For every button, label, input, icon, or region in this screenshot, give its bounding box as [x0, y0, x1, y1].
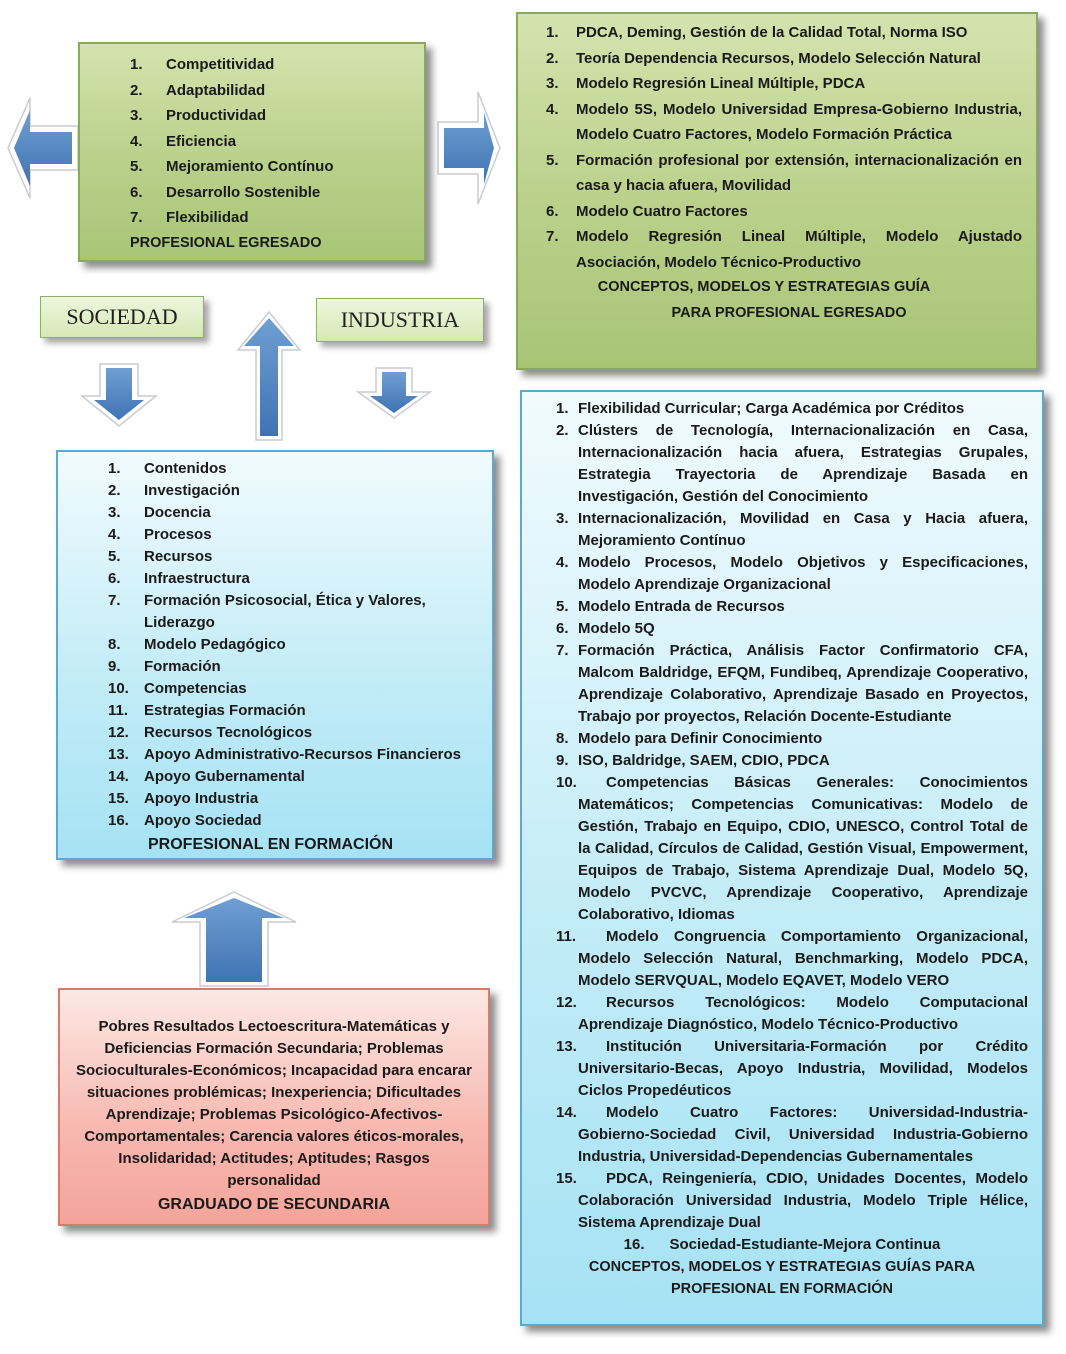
list-item-text: Formación Práctica, Análisis Factor Confirmatorio CFA, Malcom Baldridge, EFQM, Fundibeq, Aprendizaje Cooperativo, Aprendizaje Colaborativo, Aprendizaje Basado en Proyectos, Trabajo por proyectos, Relación Docente-Estudiante — [578, 642, 1028, 725]
list-item-text-first-line: Institución Universitaria-Formación por Crédito — [606, 1038, 1028, 1055]
list-item — [556, 640, 1028, 728]
list-item-number: 2. — [556, 422, 569, 439]
list-item — [108, 568, 478, 590]
list-item — [108, 744, 478, 766]
down-arrow-sociedad-icon — [82, 364, 156, 426]
list-item — [556, 992, 1028, 1036]
list-item-number: 10. — [556, 774, 577, 791]
list-item-number: 1. — [556, 400, 569, 417]
list-item-text: Infraestructura — [144, 570, 250, 587]
list-item — [130, 129, 414, 155]
list-item-text: Competitividad — [166, 56, 275, 73]
guia-formacion-item16: 16. Sociedad-Estudiante-Mejora Continua — [623, 1236, 941, 1253]
list-item-number: 5. — [556, 598, 569, 615]
graduado-secundaria-text: Pobres Resultados Lectoescritura-Matemáticas y Deficiencias Formación Secundaria; Problemas Socioculturales-Económicos; Incapacidad para encarar situaciones problémicas; Inexperiencia; Dificultades Aprendizaje; Problemas Psicológico-Afectivos-Comportamentales; Carencia valores éticos-morales, Insolidaridad; Actitudes; Aptitudes; Rasgos personalidad — [76, 1018, 472, 1189]
list-item-number: 2. — [546, 49, 559, 67]
list-item — [556, 1102, 1028, 1168]
profesional-egresado-list — [130, 52, 414, 231]
list-item — [130, 52, 414, 78]
list-item-number: 8. — [108, 636, 121, 653]
list-item-number: 8. — [556, 730, 569, 747]
list-item-number: 5. — [546, 151, 559, 169]
list-item-text: Modelo Regresión Lineal Múltiple, PDCA — [576, 75, 866, 92]
list-item — [546, 224, 1022, 275]
guia-egresado-list — [546, 20, 1022, 275]
guia-formacion-caption-line2: PROFESIONAL EN FORMACIÓN — [670, 1281, 894, 1297]
list-item-text: Modelo Cuatro Factores — [576, 202, 748, 220]
list-item-text: Modelo 5Q — [578, 620, 655, 637]
list-item-text: Flexibilidad Curricular; Carga Académica por Créditos — [578, 400, 965, 417]
list-item-text-first-line: PDCA, Reingeniería, CDIO, Unidades Docentes, Modelo — [606, 1170, 1028, 1187]
graduado-secundaria-caption: GRADUADO DE SECUNDARIA — [157, 1196, 390, 1213]
profesional-formacion-list — [108, 458, 478, 832]
list-item — [130, 78, 414, 104]
list-item-text: Contenidos — [144, 460, 227, 477]
list-item-number: 4. — [556, 554, 569, 571]
profesional-formacion-caption: PROFESIONAL EN FORMACIÓN — [148, 836, 394, 853]
list-item — [108, 766, 478, 788]
list-item-number: 7. — [108, 592, 121, 609]
list-item-text: Desarrollo Sostenible — [166, 183, 321, 201]
list-item-text-first-line: Modelo Congruencia Comportamiento Organizacional, — [606, 928, 1028, 945]
up-arrow-bottom-icon — [172, 892, 296, 986]
list-item — [108, 546, 478, 568]
list-item-number: 12. — [108, 724, 129, 741]
down-arrow-industria-icon — [358, 368, 430, 418]
list-item-text: Clústers de Tecnología, Internacionalización en Casa, Internacionalización hacia afuera, Estrategias Grupales, Estrategia Trayectoria de Aprendizaje Basada en Investigación, Gestión del Conocimiento — [578, 422, 1028, 505]
list-item — [546, 148, 1022, 199]
list-item — [108, 700, 478, 722]
list-item-text: Apoyo Administrativo-Recursos Financieros — [144, 746, 462, 763]
list-item-number: 7. — [130, 209, 143, 226]
list-item-number: 15. — [556, 1170, 577, 1187]
list-item — [556, 1036, 1028, 1102]
list-item-text: Competencias — [144, 680, 247, 697]
industria-label: INDUSTRIA — [316, 298, 484, 342]
list-item-text: Flexibilidad — [166, 209, 249, 226]
list-item-text: Investigación — [144, 482, 240, 499]
list-item-number: 12. — [556, 994, 577, 1011]
list-item-number: 14. — [108, 768, 129, 785]
list-item — [556, 596, 1028, 618]
list-item — [546, 199, 1022, 225]
list-item — [546, 71, 1022, 97]
list-item-text-first-line: Recursos Tecnológicos: Modelo Computacional — [606, 994, 1028, 1011]
list-item-number: 3. — [556, 510, 569, 527]
list-item-number: 11. — [556, 928, 577, 945]
list-item — [556, 1168, 1028, 1234]
list-item-number: 9. — [556, 752, 569, 769]
list-item-text: Formación profesional por extensión, internacionalización en casa y hacia afuera, Movilidad — [576, 151, 1022, 194]
list-item-number: 5. — [130, 158, 143, 175]
list-item — [108, 678, 478, 700]
list-item-text-rest: Modelo Selección Natural, Benchmarking, Modelo PDCA, Modelo SERVQUAL, Modelo EQAVET, Modelo VERO — [578, 950, 1028, 989]
list-item-text: Mejoramiento Contínuo — [166, 158, 334, 175]
list-item-text: Apoyo Industria — [144, 790, 259, 807]
list-item-text: Formación — [144, 658, 221, 675]
list-item-text: Modelo Regresión Lineal Múltiple, Modelo Ajustado Asociación, Modelo Técnico-Productivo — [576, 228, 1022, 271]
list-item-number: 4. — [130, 132, 143, 150]
list-item-number: 1. — [130, 56, 143, 73]
list-item-number: 9. — [108, 658, 121, 675]
list-item-text: PDCA, Deming, Gestión de la Calidad Total, Norma ISO — [576, 24, 968, 41]
list-item — [556, 618, 1028, 640]
list-item-text: Procesos — [144, 526, 212, 543]
list-item-number: 14. — [556, 1104, 577, 1121]
list-item-number: 11. — [108, 702, 129, 719]
list-item — [546, 97, 1022, 148]
list-item — [108, 502, 478, 524]
list-item — [108, 590, 478, 634]
list-item — [556, 552, 1028, 596]
list-item — [556, 508, 1028, 552]
up-arrow-center-icon — [238, 312, 300, 440]
guia-formacion-box — [520, 390, 1044, 1326]
list-item-text: Apoyo Sociedad — [144, 812, 262, 829]
list-item-number: 6. — [546, 202, 559, 220]
list-item — [556, 750, 1028, 772]
guia-formacion-list — [556, 398, 1028, 772]
list-item — [556, 398, 1028, 420]
list-item-text-rest: Universitario-Becas, Apoyo Industria, Movilidad, Modelos Ciclos Propedéuticos — [578, 1060, 1028, 1099]
list-item-text: Modelo Entrada de Recursos — [578, 598, 785, 615]
list-item — [108, 458, 478, 480]
list-item-text: Productividad — [166, 107, 267, 124]
list-item — [130, 180, 414, 206]
list-item — [108, 722, 478, 744]
list-item — [556, 772, 1028, 926]
list-item-number: 3. — [546, 75, 559, 92]
list-item-text: Formación Psicosocial, Ética y Valores, Liderazgo — [144, 592, 426, 631]
list-item-number: 2. — [108, 482, 121, 499]
list-item-text-rest: Matemáticos; Competencias Comunicativas: Modelo de Gestión, Trabajo en Equipo, CDIO, UNESCO, Control Total de la Calidad, Círculos de Calidad, Gestión Visual, Empowerment, Equipos de Trabajo, Sistema Aprendizaje Dual, Modelo 5Q, Modelo PVCVC, Aprendizaje Cooperativo, Aprendizaje Colaborativo, Idiomas — [578, 796, 1028, 923]
guia-formacion-indented-list — [556, 772, 1028, 1234]
list-item — [108, 810, 478, 832]
list-item-text: Modelo Pedagógico — [144, 636, 286, 653]
list-item — [556, 926, 1028, 992]
list-item-number: 4. — [108, 526, 121, 543]
list-item-number: 7. — [546, 228, 559, 245]
list-item-number: 6. — [556, 620, 569, 637]
list-item-number: 3. — [130, 107, 143, 124]
right-arrow-icon — [438, 92, 500, 204]
profesional-egresado-box — [78, 42, 426, 262]
list-item — [130, 154, 414, 180]
list-item-number: 13. — [556, 1038, 577, 1055]
list-item-text: Estrategias Formación — [144, 702, 306, 719]
list-item-number: 6. — [108, 570, 121, 587]
list-item — [546, 20, 1022, 46]
list-item — [556, 420, 1028, 508]
list-item-number: 13. — [108, 746, 129, 763]
list-item-text: Recursos Tecnológicos — [144, 724, 313, 741]
guia-egresado-caption-line2: PARA PROFESIONAL EGRESADO — [671, 304, 907, 321]
guia-egresado-caption-line1: CONCEPTOS, MODELOS Y ESTRATEGIAS GUÍA — [597, 279, 931, 295]
list-item — [108, 656, 478, 678]
list-item-number: 1. — [546, 24, 559, 41]
profesional-formacion-box — [56, 450, 494, 860]
list-item-text: Modelo Procesos, Modelo Objetivos y Especificaciones, Modelo Aprendizaje Organizacional — [578, 554, 1028, 593]
graduado-secundaria-box — [58, 988, 490, 1226]
list-item-number: 16. — [108, 812, 129, 829]
list-item-text-rest: Gobierno-Sociedad Civil, Universidad Industria-Gobierno Industria, Universidad-Dependencias Gubernamentales — [578, 1126, 1028, 1165]
list-item-number: 6. — [130, 183, 143, 201]
list-item-number: 10. — [108, 680, 129, 697]
list-item-text: Apoyo Gubernamental — [144, 768, 305, 785]
list-item-text-rest: Aprendizaje Diagnóstico, Modelo Técnico-Productivo — [578, 1016, 959, 1033]
sociedad-label: SOCIEDAD — [40, 296, 204, 338]
guia-formacion-caption-line1: CONCEPTOS, MODELOS Y ESTRATEGIAS GUÍAS PARA — [588, 1259, 976, 1275]
list-item-text: Teoría Dependencia Recursos, Modelo Selección Natural — [576, 49, 981, 67]
list-item-text: Internacionalización, Movilidad en Casa y Hacia afuera, Mejoramiento Contínuo — [578, 510, 1028, 549]
list-item-text: Docencia — [144, 504, 211, 521]
list-item-number: 7. — [556, 642, 569, 659]
list-item-number: 1. — [108, 460, 121, 477]
list-item-number: 2. — [130, 81, 143, 99]
list-item-number: 4. — [546, 100, 559, 118]
list-item — [108, 480, 478, 502]
list-item-number: 3. — [108, 504, 121, 521]
list-item-text: Modelo para Definir Conocimiento — [578, 730, 823, 747]
profesional-egresado-caption: PROFESIONAL EGRESADO — [130, 234, 322, 251]
list-item-text: Recursos — [144, 548, 213, 565]
list-item — [108, 634, 478, 656]
list-item-text: ISO, Baldridge, SAEM, CDIO, PDCA — [578, 752, 830, 769]
list-item-text: Modelo 5S, Modelo Universidad Empresa-Gobierno Industria, Modelo Cuatro Factores, Modelo Formación Práctica — [576, 100, 1022, 143]
list-item-number: 15. — [108, 790, 129, 807]
list-item — [108, 524, 478, 546]
list-item-text: Eficiencia — [166, 132, 237, 150]
list-item — [556, 728, 1028, 750]
guia-egresado-box — [516, 12, 1038, 370]
list-item — [546, 46, 1022, 72]
left-arrow-icon — [8, 98, 80, 198]
list-item — [108, 788, 478, 810]
list-item — [130, 103, 414, 129]
list-item-text-first-line: Modelo Cuatro Factores: Universidad-Industria- — [606, 1104, 1028, 1121]
list-item-text: Adaptabilidad — [166, 81, 266, 99]
list-item-text-rest: Colaboración Universidad Industria, Modelo Triple Hélice, Sistema Aprendizaje Dual — [578, 1192, 1028, 1231]
list-item — [130, 205, 414, 231]
list-item-text-first-line: Competencias Básicas Generales: Conocimientos — [606, 774, 1028, 791]
list-item-number: 5. — [108, 548, 121, 565]
